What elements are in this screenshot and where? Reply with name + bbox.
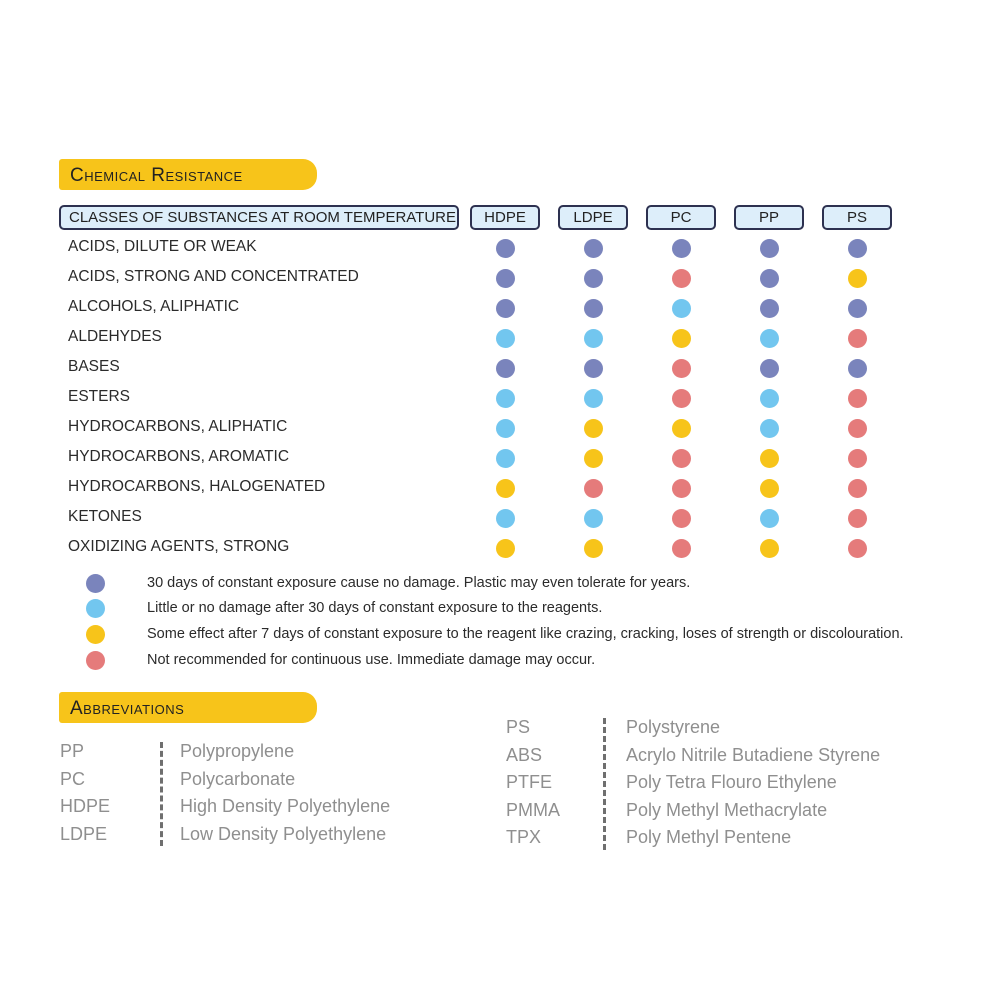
rating-dot-limited	[760, 479, 779, 498]
substance-label: HYDROCARBONS, HALOGENATED	[68, 478, 326, 495]
abbreviation-code: LDPE	[60, 823, 108, 844]
rating-dot-good	[496, 509, 515, 528]
plastic-header-ldpe: LDPE	[558, 205, 628, 230]
rating-dot-good	[496, 449, 515, 468]
rating-dot-not-recommended	[848, 509, 867, 528]
abbreviation-meaning: Acrylo Nitrile Butadiene Styrene	[626, 744, 881, 765]
abbreviation-code: PP	[60, 741, 85, 761]
substance-label: ACIDS, STRONG AND CONCENTRATED	[68, 268, 359, 285]
rating-dot-not-recommended	[672, 509, 691, 528]
rating-dot-limited	[760, 539, 779, 558]
rating-dot-excellent	[584, 239, 603, 258]
classes-header: CLASSES OF SUBSTANCES AT ROOM TEMPERATURE	[59, 205, 459, 230]
legend-text: Little or no damage after 30 days of constant exposure to the reagents.	[147, 600, 603, 616]
rating-dot-good	[584, 509, 603, 528]
rating-dot-not-recommended	[672, 479, 691, 498]
substance-label: HYDROCARBONS, ALIPHATIC	[68, 418, 288, 435]
rating-dot-excellent	[584, 359, 603, 378]
rating-dot-excellent	[760, 299, 779, 318]
plastic-header-hdpe: HDPE	[470, 205, 540, 230]
legend-text: Some effect after 7 days of constant exposure to the reagent like crazing, cracking, loses of strength or discolouration.	[147, 626, 904, 642]
abbreviation-code: TPX	[506, 827, 542, 847]
substance-label: ACIDS, DILUTE OR WEAK	[68, 238, 257, 255]
rating-dot-excellent	[496, 359, 515, 378]
abbreviation-code: ABS	[506, 744, 543, 765]
rating-dot-limited	[760, 449, 779, 468]
abbreviation-meaning: Low Density Polyethylene	[180, 823, 387, 844]
rating-dot-not-recommended	[848, 389, 867, 408]
abbreviation-code: PC	[60, 768, 86, 789]
rating-dot-excellent	[760, 239, 779, 258]
rating-dot-limited	[584, 449, 603, 468]
rating-dot-excellent	[584, 269, 603, 288]
rating-dot-not-recommended	[848, 329, 867, 348]
rating-dot-limited	[496, 539, 515, 558]
abbreviation-code: PTFE	[506, 772, 553, 792]
rating-dot-excellent	[760, 269, 779, 288]
rating-dot-not-recommended	[848, 419, 867, 438]
legend-text: 30 days of constant exposure cause no damage. Plastic may even tolerate for years.	[147, 575, 691, 591]
rating-dot-not-recommended	[672, 449, 691, 468]
substance-label: ALCOHOLS, ALIPHATIC	[68, 298, 240, 315]
rating-dot-good	[584, 389, 603, 408]
rating-dot-good	[496, 329, 515, 348]
rating-dot-not-recommended	[672, 359, 691, 378]
substance-label: BASES	[68, 358, 120, 375]
legend-dot-good	[86, 599, 105, 618]
rating-dot-not-recommended	[672, 539, 691, 558]
legend-text: Not recommended for continuous use. Immediate damage may occur.	[147, 652, 596, 668]
abbreviation-meaning: Poly Tetra Flouro Ethylene	[626, 772, 837, 792]
abbreviation-code: HDPE	[60, 796, 111, 816]
substance-label: HYDROCARBONS, AROMATIC	[68, 448, 290, 465]
abbreviation-separator	[603, 718, 606, 850]
abbreviation-meaning: Polycarbonate	[180, 768, 296, 789]
abbreviation-meaning: Poly Methyl Methacrylate	[626, 799, 828, 820]
rating-dot-not-recommended	[584, 479, 603, 498]
rating-dot-good	[760, 419, 779, 438]
abbreviation-code: PS	[506, 717, 531, 737]
rating-dot-excellent	[496, 299, 515, 318]
rating-dot-excellent	[848, 359, 867, 378]
rating-dot-limited	[672, 419, 691, 438]
rating-dot-excellent	[848, 239, 867, 258]
rating-dot-good	[760, 329, 779, 348]
rating-dot-excellent	[672, 239, 691, 258]
rating-dot-not-recommended	[848, 449, 867, 468]
rating-dot-good	[496, 389, 515, 408]
rating-dot-limited	[584, 539, 603, 558]
abbreviation-code: PMMA	[506, 799, 560, 820]
rating-dot-limited	[584, 419, 603, 438]
rating-dot-good	[760, 509, 779, 528]
abbreviation-meaning: Polystyrene	[626, 717, 721, 737]
rating-dot-limited	[496, 479, 515, 498]
rating-dot-excellent	[848, 299, 867, 318]
plastic-header-pc: PC	[646, 205, 716, 230]
rating-dot-excellent	[496, 239, 515, 258]
legend-dot-excellent	[86, 574, 105, 593]
rating-dot-excellent	[496, 269, 515, 288]
substance-label: KETONES	[68, 508, 142, 525]
rating-dot-not-recommended	[848, 479, 867, 498]
substance-label: OXIDIZING AGENTS, STRONG	[68, 538, 290, 555]
rating-dot-good	[672, 299, 691, 318]
rating-dot-good	[496, 419, 515, 438]
rating-dot-not-recommended	[672, 269, 691, 288]
rating-dot-excellent	[584, 299, 603, 318]
legend-dot-limited	[86, 625, 105, 644]
abbreviation-meaning: Poly Methyl Pentene	[626, 827, 792, 847]
abbreviation-separator	[160, 742, 163, 846]
chemical-resistance-title: Chemical Resistance	[59, 159, 317, 190]
rating-dot-not-recommended	[848, 539, 867, 558]
abbreviations-title: Abbreviations	[59, 692, 317, 723]
abbreviation-meaning: High Density Polyethylene	[180, 796, 391, 816]
rating-dot-good	[760, 389, 779, 408]
plastic-header-ps: PS	[822, 205, 892, 230]
rating-dot-excellent	[760, 359, 779, 378]
rating-dot-good	[584, 329, 603, 348]
legend-dot-not-recommended	[86, 651, 105, 670]
plastic-header-pp: PP	[734, 205, 804, 230]
rating-dot-not-recommended	[672, 389, 691, 408]
abbreviation-meaning: Polypropylene	[180, 741, 295, 761]
substance-label: ALDEHYDES	[68, 328, 162, 345]
rating-dot-limited	[672, 329, 691, 348]
substance-label: ESTERS	[68, 388, 131, 405]
rating-dot-limited	[848, 269, 867, 288]
